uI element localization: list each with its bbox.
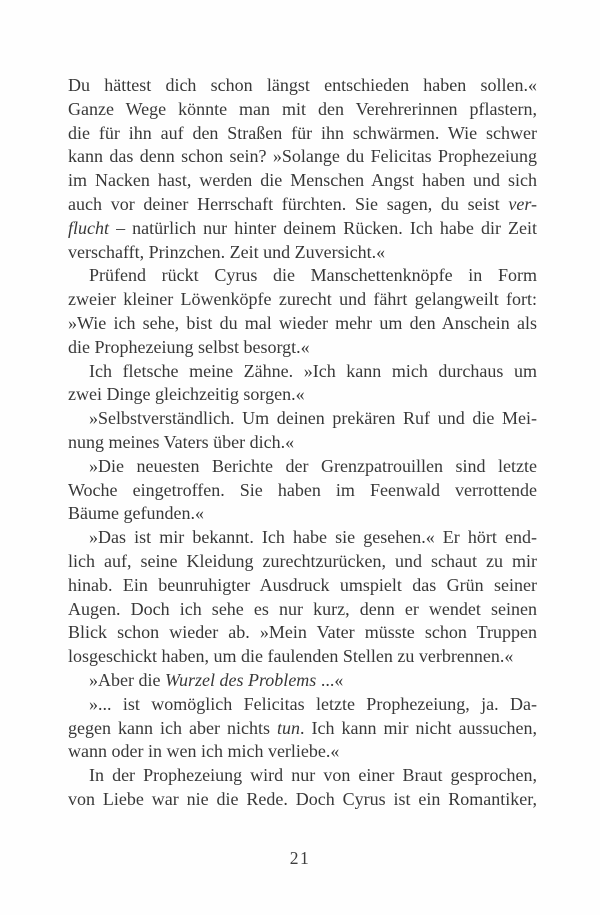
text-line: [68, 312, 537, 336]
italic-text-segment: Wurzel des Problems: [164, 669, 317, 690]
text-line: [68, 217, 537, 241]
text-line: [68, 788, 537, 812]
text-segment: im Nacken hast, werden die Menschen Angst haben und sich: [68, 170, 537, 191]
text-segment: »Wie ich sehe, bist du mal wieder mehr um den Anschein als: [68, 312, 537, 333]
text-segment: kann das denn schon sein? »Solange du Felicitas Prophezeiung: [68, 146, 537, 167]
text-segment: Woche eingetroffen. Sie haben im Feenwald verrottende: [68, 479, 537, 500]
text-segment: Prüfend rückt Cyrus die Manschettenknöpfe in Form: [89, 265, 537, 286]
text-segment: lich auf, seine Kleidung zurechtzurücken, und schaut zu mir: [68, 550, 537, 571]
text-segment: Du hättest dich schon längst entschieden haben sollen.«: [68, 75, 537, 95]
text-segment: »Aber die: [89, 669, 165, 690]
text-segment: Ich fletsche meine Zähne. »Ich kann mich durchaus um: [89, 360, 537, 381]
text-segment: nung meines Vaters über dich.«: [68, 431, 295, 452]
text-line: [68, 431, 537, 455]
text-line: [68, 740, 537, 764]
text-segment: Blick schon wieder ab. »Mein Vater müsste schon Truppen: [68, 622, 537, 643]
text-segment: »Selbstverständlich. Um deinen prekären Ruf und die Mei-: [89, 408, 537, 429]
text-segment: Bäume gefunden.«: [68, 503, 204, 524]
text-segment: verschafft, Prinzchen. Zeit und Zuversicht.«: [68, 241, 386, 262]
text-line: [68, 336, 537, 360]
text-segment: gegen kann ich aber nichts: [68, 717, 277, 738]
text-line: [68, 669, 537, 693]
text-segment: zweier kleiner Löwenköpfe zurecht und fährt gelangweilt fort:: [68, 289, 537, 310]
text-segment: die Prophezeiung selbst besorgt.«: [68, 336, 310, 357]
text-segment: losgeschickt haben, um die faulenden Stellen zu verbrennen.«: [68, 646, 514, 667]
text-line: [68, 621, 537, 645]
text-segment: wann oder in wen ich mich verliebe.«: [68, 741, 340, 762]
text-line: [68, 574, 537, 598]
text-line: [68, 383, 537, 407]
text-line: [68, 455, 537, 479]
text-line: [68, 479, 537, 503]
text-line: [68, 645, 537, 669]
text-line: [68, 764, 537, 788]
text-segment: Ganze Wege könnte man mit den Verehrerinnen pflastern,: [68, 98, 537, 119]
text-line: [68, 288, 537, 312]
text-line: [68, 193, 537, 217]
text-line: [68, 502, 537, 526]
text-line: [68, 407, 537, 431]
text-segment: . Ich kann mir nicht aussuchen,: [300, 717, 537, 738]
italic-text-segment: flucht: [68, 217, 109, 238]
text-segment: – natürlich nur hinter deinem Rücken. Ich habe dir Zeit: [109, 217, 537, 238]
text-line: [68, 264, 537, 288]
text-segment: die für ihn auf den Straßen für ihn schwärmen. Wie schwer: [68, 122, 537, 143]
page-number: 21: [289, 848, 311, 868]
body-text: [68, 74, 537, 812]
text-segment: »Die neuesten Berichte der Grenzpatrouillen sind letzte: [89, 455, 537, 476]
text-segment: In der Prophezeiung wird nur von einer Braut gesprochen,: [89, 765, 537, 786]
text-line: [68, 98, 537, 122]
text-segment: von Liebe war nie die Rede. Doch Cyrus ist ein Romantiker,: [68, 788, 537, 809]
text-line: [68, 241, 537, 265]
text-line: [68, 360, 537, 384]
text-line: [68, 598, 537, 622]
text-line: [68, 526, 537, 550]
italic-text-segment: tun: [276, 717, 300, 738]
text-line: [68, 169, 537, 193]
text-line: [68, 74, 537, 98]
text-line: [68, 693, 537, 717]
text-segment: »Das ist mir bekannt. Ich habe sie gesehen.« Er hört end-: [89, 527, 537, 548]
text-segment: »... ist womöglich Felicitas letzte Prophezeiung, ja. Da-: [89, 693, 537, 714]
italic-text-segment: ver-: [508, 193, 537, 214]
text-segment: Augen. Doch ich sehe es nur kurz, denn er wendet seinen: [68, 598, 537, 619]
text-segment: hinab. Ein beunruhigter Ausdruck umspielt das Grün seiner: [68, 574, 537, 595]
text-line: [68, 717, 537, 741]
text-line: [68, 550, 537, 574]
text-segment: auch vor deiner Herrschaft fürchten. Sie sagen, du seist: [68, 193, 509, 214]
text-line: [68, 145, 537, 169]
text-segment: zwei Dinge gleichzeitig sorgen.«: [68, 384, 305, 405]
text-line: [68, 122, 537, 146]
text-segment: ...«: [316, 669, 344, 690]
